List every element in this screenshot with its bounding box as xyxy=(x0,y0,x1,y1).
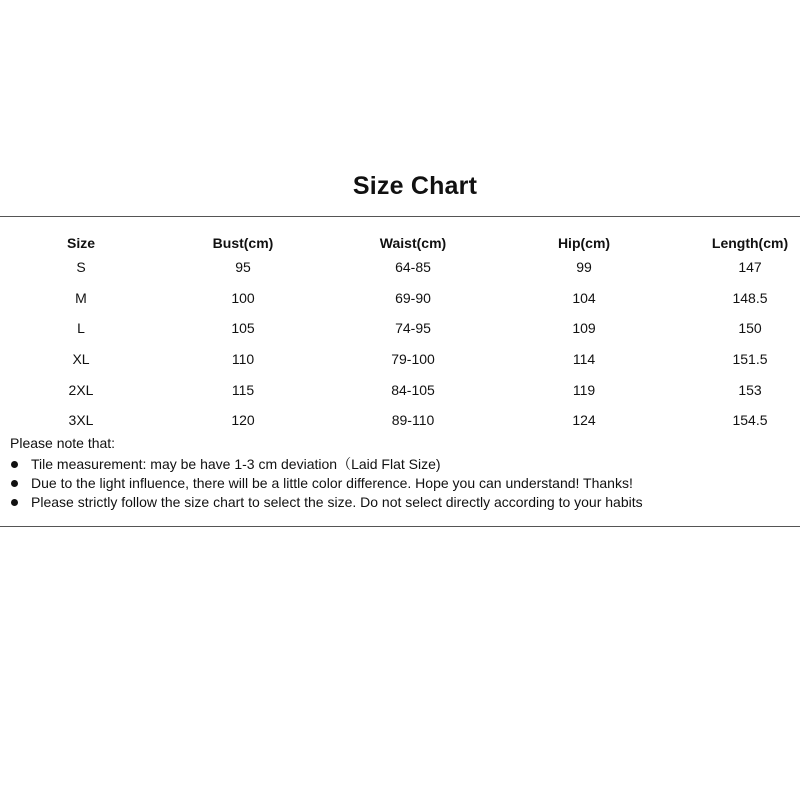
length-cell: 148.5 xyxy=(732,290,768,306)
hip-cell: 104 xyxy=(572,290,596,306)
size-cell: M xyxy=(75,290,87,306)
bust-cell: 95 xyxy=(235,259,251,275)
waist-cell: 89-110 xyxy=(391,412,435,428)
notes-heading: Please note that: xyxy=(10,435,116,451)
size-cell: L xyxy=(77,320,85,336)
table-row xyxy=(0,318,800,338)
bottom-divider xyxy=(0,526,800,527)
length-cell: 154.5 xyxy=(732,412,768,428)
page-title: Size Chart xyxy=(352,172,478,200)
notes-section xyxy=(10,434,643,512)
length-cell: 147 xyxy=(738,259,762,275)
note-text: Tile measurement: may be have 1-3 cm deviation（Laid Flat Size) xyxy=(31,456,441,472)
size-cell: 3XL xyxy=(68,412,94,428)
table-row xyxy=(0,257,800,277)
waist-cell: 69-90 xyxy=(395,290,431,306)
note-item xyxy=(10,493,643,512)
waist-cell: 79-100 xyxy=(391,351,435,367)
hip-cell: 119 xyxy=(572,382,596,398)
header-length: Length(cm) xyxy=(711,235,789,251)
table-row xyxy=(0,380,800,400)
waist-cell: 74-95 xyxy=(395,320,431,336)
size-cell: 2XL xyxy=(68,382,94,398)
note-item xyxy=(10,474,643,493)
bullet-icon xyxy=(11,499,18,506)
hip-cell: 124 xyxy=(572,412,596,428)
waist-cell: 64-85 xyxy=(395,259,431,275)
header-waist: Waist(cm) xyxy=(379,235,447,251)
length-cell: 153 xyxy=(738,382,762,398)
waist-cell: 84-105 xyxy=(391,382,435,398)
size-cell: S xyxy=(76,259,86,275)
bust-cell: 100 xyxy=(231,290,255,306)
note-item xyxy=(10,455,643,474)
table-row xyxy=(0,288,800,308)
table-row xyxy=(0,410,800,430)
length-cell: 150 xyxy=(738,320,762,336)
note-text: Due to the light influence, there will be a little color difference. Hope you can understand! Thanks! xyxy=(31,475,633,491)
top-divider xyxy=(0,216,800,217)
bullet-icon xyxy=(11,480,18,487)
bust-cell: 115 xyxy=(231,382,255,398)
bust-cell: 105 xyxy=(231,320,255,336)
length-cell: 151.5 xyxy=(732,351,768,367)
hip-cell: 109 xyxy=(572,320,596,336)
bust-cell: 120 xyxy=(231,412,255,428)
header-bust: Bust(cm) xyxy=(212,235,274,251)
header-size: Size xyxy=(66,235,95,251)
hip-cell: 99 xyxy=(576,259,592,275)
bust-cell: 110 xyxy=(231,351,255,367)
note-text: Please strictly follow the size chart to select the size. Do not select directly according to your habits xyxy=(31,494,643,510)
table-row xyxy=(0,349,800,369)
size-cell: XL xyxy=(72,351,90,367)
bullet-icon xyxy=(11,461,18,468)
header-hip: Hip(cm) xyxy=(557,235,611,251)
table-header-row xyxy=(0,233,800,253)
hip-cell: 114 xyxy=(572,351,596,367)
